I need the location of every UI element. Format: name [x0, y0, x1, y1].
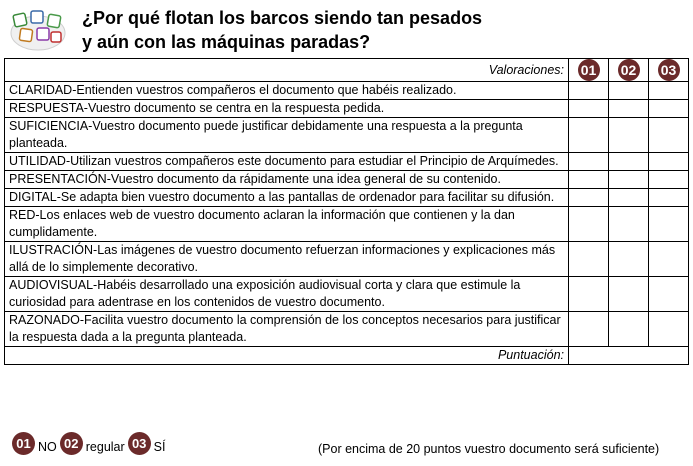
score-cell-02[interactable] — [609, 189, 649, 207]
score-cell-01[interactable] — [569, 207, 609, 242]
score-cell-03[interactable] — [649, 100, 689, 118]
score-cell-02[interactable] — [609, 312, 649, 347]
score-cell-02[interactable] — [609, 171, 649, 189]
title-line-1: ¿Por qué flotan los barcos siendo tan pesados — [82, 8, 483, 28]
score-cell-01[interactable] — [569, 171, 609, 189]
criterion-text: RESPUESTA-Vuestro documento se centra en la respuesta pedida. — [5, 100, 569, 118]
score-cell-01[interactable] — [569, 277, 609, 312]
criterion-row — [5, 153, 689, 171]
level-badge-01: 01 — [578, 59, 600, 81]
criterion-text: DIGITAL-Se adapta bien vuestro documento a las pantallas de ordenador para facilitar su difusión. — [5, 189, 569, 207]
score-cell-03[interactable] — [649, 118, 689, 153]
score-cell-02[interactable] — [609, 153, 649, 171]
rubric-table — [4, 58, 689, 365]
criterion-row — [5, 100, 689, 118]
criterion-text: RED-Los enlaces web de vuestro documento aclaran la información que contienen y la dan cumplidamente. — [5, 207, 569, 242]
score-cell-02[interactable] — [609, 118, 649, 153]
rubric-footer-row — [5, 347, 689, 365]
level-badge-03: 03 — [658, 59, 680, 81]
criterion-row — [5, 312, 689, 347]
criterion-text: UTILIDAD-Utilizan vuestros compañeros este documento para estudiar el Principio de Arquímedes. — [5, 153, 569, 171]
rubric-header-row — [5, 59, 689, 82]
criterion-text: ILUSTRACIÓN-Las imágenes de vuestro documento refuerzan informaciones y explicaciones más allá de lo simplemente decorativo. — [5, 242, 569, 277]
score-cell-01[interactable] — [569, 312, 609, 347]
score-cell-01[interactable] — [569, 118, 609, 153]
criterion-row — [5, 82, 689, 100]
criterion-row — [5, 189, 689, 207]
total-score-cell[interactable] — [569, 347, 689, 365]
score-cell-01[interactable] — [569, 153, 609, 171]
criterion-row — [5, 171, 689, 189]
legend-badge-03: 03 — [128, 432, 151, 455]
score-cell-03[interactable] — [649, 242, 689, 277]
score-cell-03[interactable] — [649, 189, 689, 207]
criterion-text: RAZONADO-Facilita vuestro documento la comprensión de los conceptos necesarios para justificar la respuesta dada a la pregunta planteada. — [5, 312, 569, 347]
legend-label-regular: regular — [85, 440, 125, 454]
score-cell-01[interactable] — [569, 100, 609, 118]
score-cell-01[interactable] — [569, 242, 609, 277]
level-badge-02: 02 — [618, 59, 640, 81]
page-title — [82, 6, 482, 54]
score-note: (Por encima de 20 puntos vuestro documento será suficiente) — [318, 442, 660, 456]
legend-badge-02: 02 — [60, 432, 83, 455]
score-cell-02[interactable] — [609, 207, 649, 242]
score-cell-03[interactable] — [649, 82, 689, 100]
score-cell-02[interactable] — [609, 100, 649, 118]
score-cell-03[interactable] — [649, 312, 689, 347]
puntuacion-label: Puntuación: — [5, 347, 569, 365]
criterion-row — [5, 242, 689, 277]
criterion-row — [5, 207, 689, 242]
legend-label-si: SÍ — [153, 440, 166, 454]
score-cell-01[interactable] — [569, 82, 609, 100]
title-line-2: y aún con las máquinas paradas? — [82, 32, 371, 52]
document-icons-logo — [8, 6, 68, 52]
score-cell-03[interactable] — [649, 171, 689, 189]
score-cell-03[interactable] — [649, 153, 689, 171]
criterion-text: PRESENTACIÓN-Vuestro documento da rápidamente una idea general de su contenido. — [5, 171, 569, 189]
criterion-text: SUFICIENCIA-Vuestro documento puede justificar debidamente una respuesta a la pregunta planteada. — [5, 118, 569, 153]
criterion-row — [5, 277, 689, 312]
score-cell-01[interactable] — [569, 189, 609, 207]
valoraciones-label: Valoraciones: — [5, 59, 569, 82]
score-cell-02[interactable] — [609, 277, 649, 312]
criterion-text: AUDIOVISUAL-Habéis desarrollado una exposición audiovisual corta y clara que estimule la curiosidad para adentrase en los contenidos de vuestro documento. — [5, 277, 569, 312]
score-cell-03[interactable] — [649, 277, 689, 312]
legend — [12, 430, 168, 456]
legend-badge-01: 01 — [12, 432, 35, 455]
criterion-row — [5, 118, 689, 153]
page-header — [0, 0, 693, 58]
score-cell-02[interactable] — [609, 242, 649, 277]
score-cell-02[interactable] — [609, 82, 649, 100]
score-cell-03[interactable] — [649, 207, 689, 242]
criterion-text: CLARIDAD-Entienden vuestros compañeros el documento que habéis realizado. — [5, 82, 569, 100]
legend-label-no: NO — [38, 440, 57, 454]
